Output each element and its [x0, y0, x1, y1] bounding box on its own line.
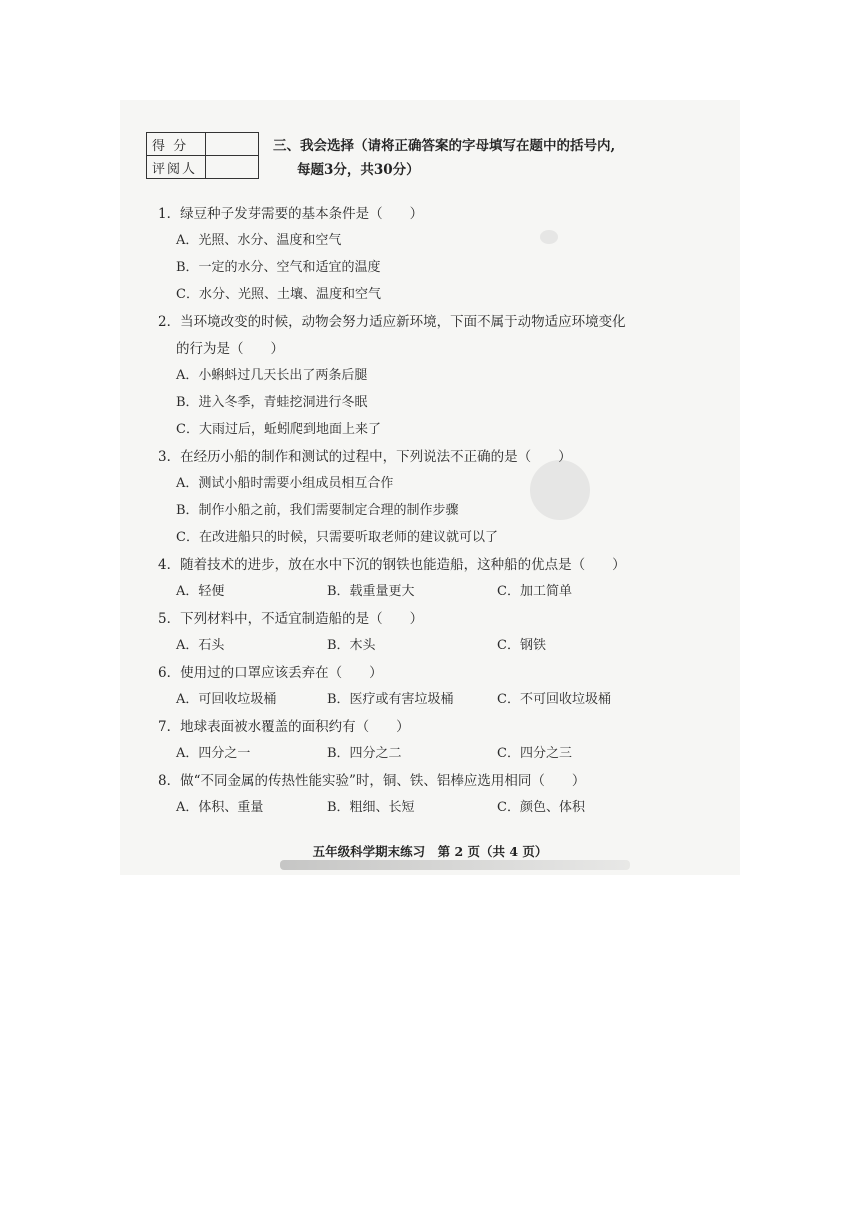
scan-smudge [530, 460, 590, 520]
option-a: A．光照、水分、温度和空气 [176, 233, 342, 248]
option-b: B．进入冬季，青蛙挖洞进行冬眠 [176, 395, 368, 410]
score-label: 得 分 [147, 133, 206, 156]
option-c: C．在改进船只的时候，只需要听取老师的建议就可以了 [176, 530, 498, 545]
grader-label: 评阅人 [147, 156, 206, 179]
question-stem: 6．使用过的口罩应该丢弃在（ ） [158, 665, 383, 681]
option-a: A．四分之一 [176, 746, 251, 761]
option-a: A．测试小船时需要小组成员相互合作 [176, 476, 394, 491]
option-a: A．小蝌蚪过几天长出了两条后腿 [176, 368, 368, 383]
scan-smudge [540, 230, 558, 244]
option-b: B．载重量更大 [327, 584, 415, 599]
option-c: C．加工简单 [497, 584, 572, 599]
question-stem: 3．在经历小船的制作和测试的过程中，下列说法不正确的是（ ） [158, 449, 572, 465]
grader-cell[interactable] [206, 156, 259, 179]
question-stem: 4．随着技术的进步，放在水中下沉的钢铁也能造船，这种船的优点是（ ） [158, 557, 626, 573]
question-stem: 2．当环境改变的时候，动物会努力适应新环境，下面不属于动物适应环境变化 [158, 314, 626, 330]
question-stem: 8．做“不同金属的传热性能实验”时，铜、铁、铝棒应选用相同（ ） [158, 773, 586, 789]
option-c: C．钢铁 [497, 638, 546, 653]
option-c: C．四分之三 [497, 746, 572, 761]
option-a: A．轻便 [176, 584, 225, 599]
section-title [273, 134, 615, 182]
option-b: B．一定的水分、空气和适宜的温度 [176, 260, 381, 275]
option-a: A．体积、重量 [176, 800, 264, 815]
option-b: B．制作小船之前，我们需要制定合理的制作步骤 [176, 503, 459, 518]
section-title-line1: 三、我会选择（请将正确答案的字母填写在题中的括号内, [273, 138, 616, 154]
option-c: C．颜色、体积 [497, 800, 585, 815]
question-stem-continued: 的行为是（ ） [176, 341, 284, 357]
option-b: B．医疗或有害垃圾桶 [327, 692, 454, 707]
page-footer: 五年级科学期末练习 第 2 页（共 4 页） [312, 844, 548, 859]
question-stem: 1．绿豆种子发芽需要的基本条件是（ ） [158, 206, 424, 222]
option-b: B．木头 [327, 638, 376, 653]
option-c: C．水分、光照、土壤、温度和空气 [176, 287, 381, 302]
section-title-line2: 每题3分，共30分） [297, 162, 420, 178]
option-a: A．石头 [176, 638, 225, 653]
option-c: C．大雨过后，蚯蚓爬到地面上来了 [176, 422, 381, 437]
score-box [146, 132, 259, 179]
watermark-strip [280, 860, 630, 870]
option-b: B．粗细、长短 [327, 800, 415, 815]
question-stem: 7．地球表面被水覆盖的面积约有（ ） [158, 719, 410, 735]
score-cell[interactable] [206, 133, 259, 156]
option-b: B．四分之二 [327, 746, 402, 761]
option-c: C．不可回收垃圾桶 [497, 692, 611, 707]
option-a: A．可回收垃圾桶 [176, 692, 277, 707]
question-stem: 5．下列材料中，不适宜制造船的是（ ） [158, 611, 424, 627]
